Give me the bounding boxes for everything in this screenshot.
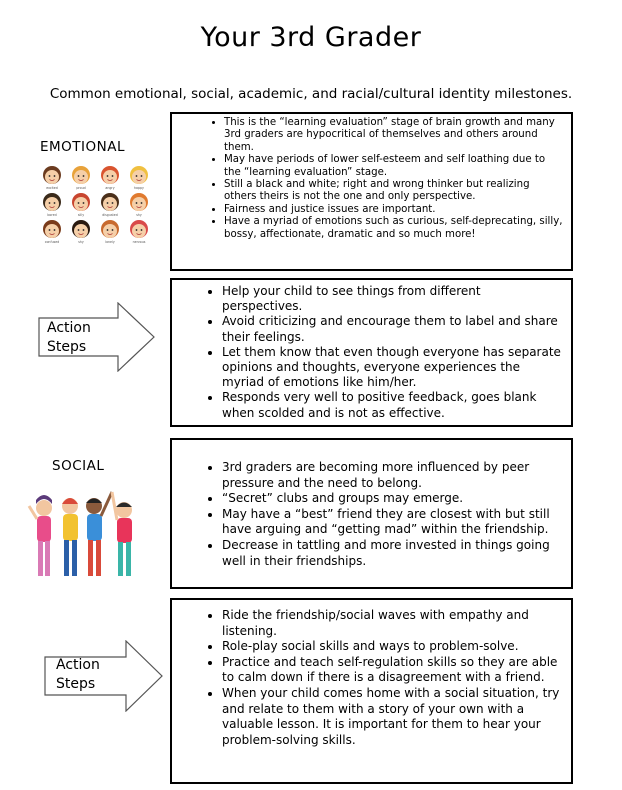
emotion-face-icon bbox=[101, 166, 119, 190]
social-milestones-box bbox=[170, 438, 573, 589]
emotional-label: EMOTIONAL bbox=[40, 139, 126, 155]
svg-text:angry: angry bbox=[105, 186, 115, 190]
svg-text:shy: shy bbox=[136, 213, 142, 217]
svg-text:happy: happy bbox=[134, 186, 144, 190]
emotional-actions-list bbox=[194, 284, 563, 421]
emotion-face-icon bbox=[43, 193, 61, 217]
svg-text:confused: confused bbox=[44, 240, 60, 244]
list-item: • “Secret” clubs and groups may emerge. bbox=[222, 491, 563, 507]
emotion-face-icon bbox=[72, 166, 90, 190]
svg-text:lonely: lonely bbox=[105, 240, 115, 244]
list-item: • This is the “learning evaluation” stage of brain growth and many 3rd graders are hypocritical of themselves and others around them. bbox=[224, 117, 563, 154]
action-steps-label: Action Steps bbox=[56, 657, 100, 692]
svg-text:shy: shy bbox=[78, 240, 84, 244]
list-item: • Role-play social skills and ways to problem-solve. bbox=[222, 639, 563, 655]
emotion-face-icon bbox=[43, 166, 61, 190]
social-list bbox=[194, 460, 563, 569]
list-item: • May have a “best” friend they are closest with but still have arguing and “getting mad” within the friendship. bbox=[222, 507, 563, 538]
emotion-face-icon bbox=[43, 220, 61, 244]
emotional-milestones-box bbox=[170, 112, 573, 271]
list-item: • Fairness and justice issues are important. bbox=[224, 204, 563, 216]
social-action-steps-box bbox=[170, 598, 573, 784]
list-item: • Responds very well to positive feedback, goes blank when scolded and is not as effective. bbox=[222, 390, 563, 420]
list-item: • Let them know that even though everyone has separate opinions and thoughts, everyone experiences the myriad of emotions like him/her. bbox=[222, 345, 563, 391]
svg-text:proud: proud bbox=[76, 186, 86, 190]
emotional-action-steps-box bbox=[170, 278, 573, 427]
list-item: • 3rd graders are becoming more influenced by peer pressure and the need to belong. bbox=[222, 460, 563, 491]
svg-text:bored: bored bbox=[47, 213, 57, 217]
social-actions-list bbox=[194, 608, 563, 748]
svg-text:disgusted: disgusted bbox=[102, 213, 118, 217]
emotion-face-icon bbox=[101, 220, 119, 244]
list-item: • Decrease in tattling and more invested in things going well in their friendships. bbox=[222, 538, 563, 569]
action-steps-label: Action Steps bbox=[47, 320, 91, 355]
emotion-faces-illustration bbox=[40, 166, 152, 244]
page-subtitle: Common emotional, social, academic, and racial/cultural identity milestones. bbox=[49, 86, 573, 102]
emotion-face-icon bbox=[72, 220, 90, 244]
emotion-face-icon bbox=[72, 193, 90, 217]
svg-text:silly: silly bbox=[77, 213, 85, 217]
emotion-face-icon bbox=[130, 166, 148, 190]
emotional-list bbox=[194, 117, 563, 241]
list-item: • Avoid criticizing and encourage them to label and share their feelings. bbox=[222, 314, 563, 344]
list-item: • Ride the friendship/social waves with empathy and listening. bbox=[222, 608, 563, 639]
list-item: • May have periods of lower self-esteem and self loathing due to the “learning evaluation” stage. bbox=[224, 154, 563, 179]
list-item: • Help your child to see things from different perspectives. bbox=[222, 284, 563, 314]
page-title: Your 3rd Grader bbox=[200, 22, 422, 53]
list-item: • Practice and teach self-regulation skills so they are able to calm down if there is a disagreement with a friend. bbox=[222, 655, 563, 686]
list-item: • When your child comes home with a social situation, try and relate to them with a story of your own with a valuable lesson. It is important for them to hear your problem-solving skills. bbox=[222, 686, 563, 748]
svg-text:nervous: nervous bbox=[132, 240, 146, 244]
svg-text:excited: excited bbox=[46, 186, 58, 190]
friends-group-illustration bbox=[26, 486, 148, 586]
list-item: • Still a black and white; right and wrong thinker but realizing others theirs is not the one and only perspective. bbox=[224, 179, 563, 204]
social-label: SOCIAL bbox=[52, 458, 105, 474]
emotion-face-icon bbox=[101, 193, 119, 217]
emotion-face-icon bbox=[130, 193, 148, 217]
emotion-face-icon bbox=[130, 220, 148, 244]
list-item: • Have a myriad of emotions such as curious, self-deprecating, silly, bossy, affectionate, dramatic and so much more! bbox=[224, 216, 563, 241]
